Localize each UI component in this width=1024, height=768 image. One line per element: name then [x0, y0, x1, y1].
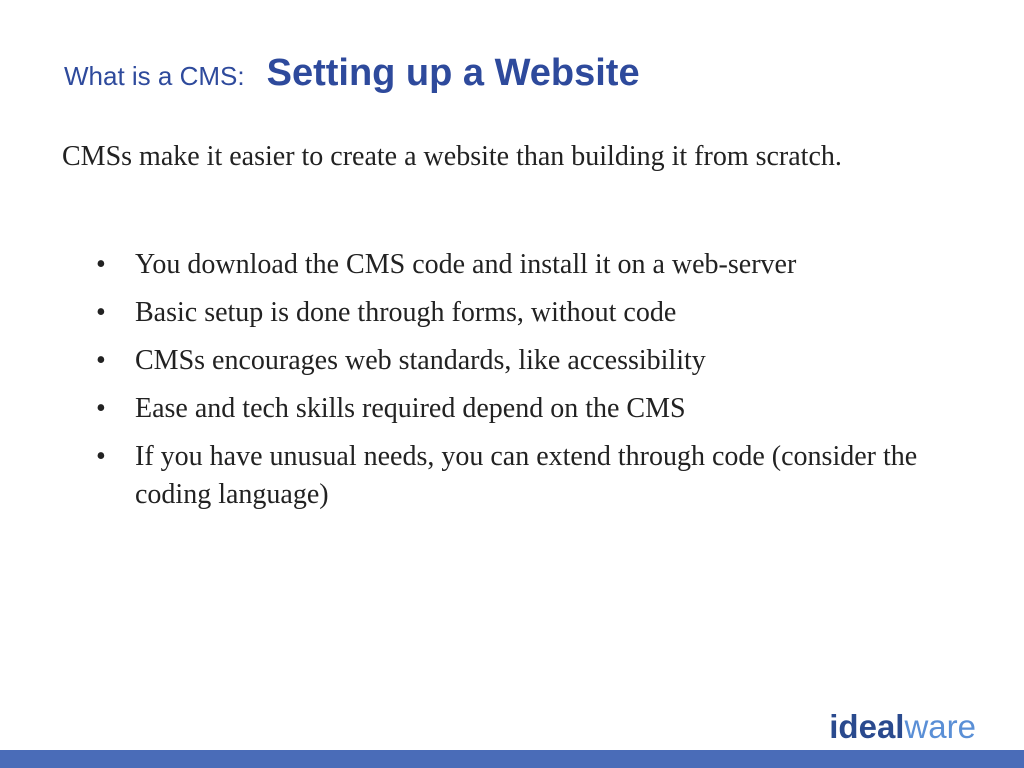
footer-bar — [0, 750, 1024, 768]
bullet-item — [96, 342, 956, 380]
bullet-text: Basic setup is done through forms, without code — [135, 297, 677, 328]
bullet-item — [96, 390, 956, 428]
bullet-dot: • — [96, 345, 106, 376]
bullet-item — [96, 438, 956, 514]
title-main: Setting up a Website — [266, 52, 640, 94]
bullet-dot: • — [96, 441, 106, 472]
bullet-text: CMSs encourages web standards, like accessibility — [135, 345, 706, 376]
bullet-list — [96, 246, 956, 524]
slide-title — [64, 52, 640, 95]
title-prefix: What is a CMS: — [64, 61, 245, 91]
bullet-dot: • — [96, 297, 106, 328]
intro-paragraph: CMSs make it easier to create a website than building it from scratch. — [62, 141, 842, 172]
bullet-text: If you have unusual needs, you can extend through code (consider the coding language) — [135, 441, 918, 510]
bullet-text: You download the CMS code and install it on a web-server — [135, 249, 797, 280]
bullet-item — [96, 294, 956, 332]
idealware-logo — [829, 708, 976, 746]
logo-ware-text: ware — [904, 708, 976, 745]
bullet-dot: • — [96, 393, 106, 424]
bullet-text: Ease and tech skills required depend on the CMS — [135, 393, 686, 424]
bullet-item — [96, 246, 956, 284]
bullet-dot: • — [96, 249, 106, 280]
logo-ideal-text: ideal — [829, 708, 905, 745]
